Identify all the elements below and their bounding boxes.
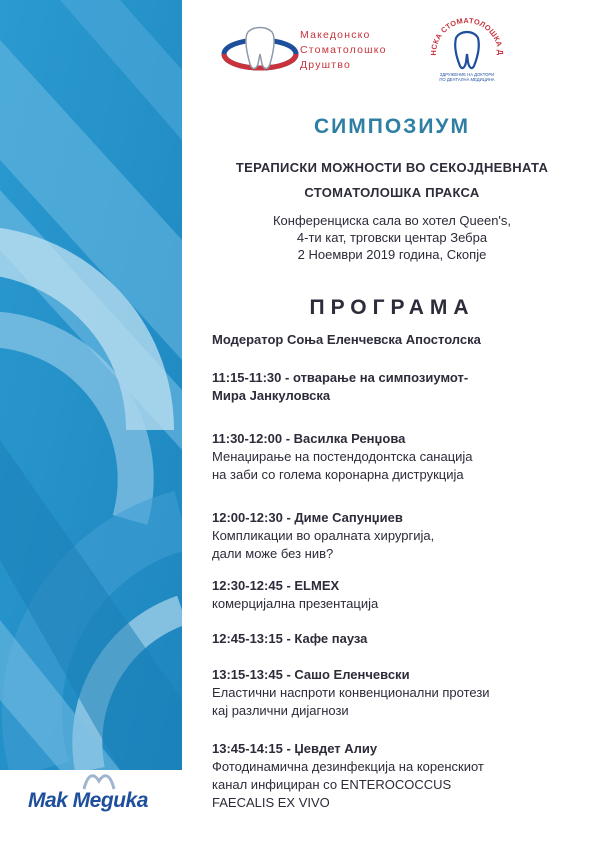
side-panel-graphic: [0, 0, 182, 770]
venue-info: [196, 212, 588, 263]
program-item-desc: Фотодинамична дезинфекција на коренскиот: [212, 759, 484, 774]
subtitle-line-2: СТОМАТОЛОШКА ПРАКСА: [304, 185, 480, 200]
program-item: [212, 630, 582, 648]
program-item: [212, 509, 582, 563]
program-item-head: 11:15-11:30 - отварање на симпозиумот-: [212, 370, 469, 385]
program-item-desc: кај различни дијагнози: [212, 703, 349, 718]
mdsd-seal-icon: [426, 10, 508, 92]
program-item: [212, 430, 582, 484]
msd-line-2: Стоматолошко: [300, 44, 387, 56]
svg-text:ЗДРУЖЕНИЕ НА ДОКТОРИ: ЗДРУЖЕНИЕ НА ДОКТОРИ: [439, 72, 495, 77]
program-item-desc: дали може без нив?: [212, 546, 334, 561]
program-item: [212, 666, 582, 720]
svg-text:МАКЕДОНСКА СТОМАТОЛОШКА ДРУШТВ: НСКА СТОМАТОЛОШКА Д: [428, 15, 506, 56]
program-item-head: 12:45-13:15 - Кафе пауза: [212, 631, 368, 646]
venue-line-3: 2 Ноември 2019 година, Скопје: [297, 247, 487, 262]
msd-line-1: Македонско: [300, 29, 371, 41]
program-item-desc: FAECALIS EX VIVO: [212, 795, 330, 810]
moderator-line: Модератор Соња Еленчевска Апостолска: [212, 332, 481, 347]
program-item-desc: Менаџирање на постендодонтска санација: [212, 449, 473, 464]
mak-meguka-wordmark: Mak Meguka: [28, 789, 148, 812]
venue-line-1: Конференциска сала во хотел Queen's,: [272, 213, 512, 228]
program-item-head: 13:45-14:15 - Џевдет Алиу: [212, 741, 378, 756]
msd-logo: [220, 24, 395, 82]
venue-line-2: 4-ти кат, трговски центар Зебра: [296, 230, 488, 245]
svg-text:ПО ДЕНТАЛНА МЕДИЦИНА: ПО ДЕНТАЛНА МЕДИЦИНА: [439, 77, 495, 82]
program-item-head: 11:30-12:00 - Василка Ренџова: [212, 431, 406, 446]
msd-tooth-icon: [220, 24, 300, 82]
program-item-desc: на заби со голема коронарна диструкција: [212, 467, 464, 482]
msd-logo-text: [300, 28, 387, 73]
program-item: [212, 740, 582, 812]
program-item-head-cont: Мира Јанкуловска: [212, 388, 331, 403]
program-item-desc: Компликации во оралната хирургија,: [212, 528, 435, 543]
subtitle-line-1: ТЕРАПИСКИ МОЖНОСТИ ВО СЕКОЈДНЕВНАТА: [235, 160, 549, 175]
msd-line-3: Друштво: [300, 59, 352, 71]
program-item-desc: Еластични наспроти конвенционални протези: [212, 685, 490, 700]
program-item-head: 13:15-13:45 - Сашо Еленчевски: [212, 667, 410, 682]
mdsd-seal-logo: [426, 10, 508, 92]
symposium-subtitle: [196, 155, 588, 205]
program-heading: ПРОГРАМА: [309, 296, 475, 319]
program-item-desc: канал инфициран со ENTEROCOCCUS: [212, 777, 452, 792]
page-title: СИМПОЗИУМ: [314, 115, 470, 138]
program-item-head: 12:30-12:45 - ELMEX: [212, 578, 340, 593]
decorative-side-panel: [0, 0, 182, 770]
program-item: [212, 369, 582, 405]
mak-meguka-logo: [18, 783, 178, 823]
program-item-head: 12:00-12:30 - Диме Сапунџиев: [212, 510, 403, 525]
program-item-desc: комерцијална презентација: [212, 596, 379, 611]
program-item: [212, 577, 582, 613]
